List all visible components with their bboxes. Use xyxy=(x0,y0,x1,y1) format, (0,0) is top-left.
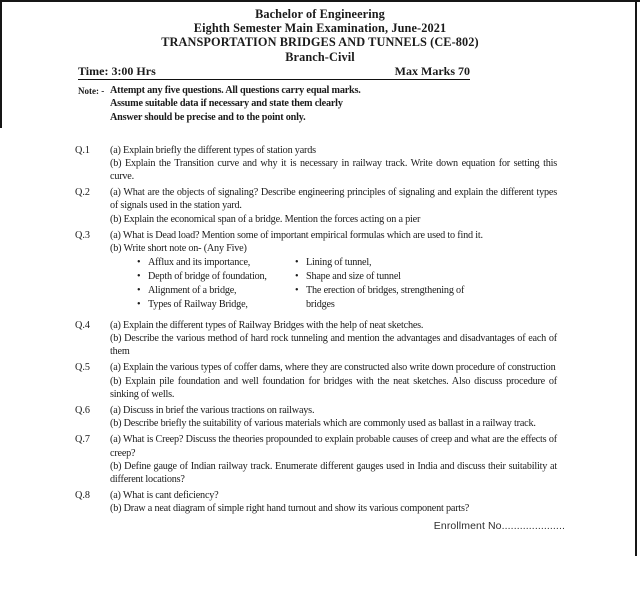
subject-title: TRANSPORTATION BRIDGES AND TUNNELS (CE-802) xyxy=(161,35,479,50)
bullet-icon: • xyxy=(137,298,141,310)
question-part: (b) Describe the various method of hard rock tunneling and mention the advantages and disadvantages of each of them xyxy=(110,333,557,358)
question-q4 xyxy=(75,319,557,359)
note-section xyxy=(78,84,640,125)
list-item xyxy=(295,284,473,312)
question-part: (a) Explain the various types of coffer dams, where they are constructed also write down procedure of construction xyxy=(110,362,556,374)
note-line: Assume suitable data if necessary and state them clearly xyxy=(110,98,343,110)
question-number: Q.5 xyxy=(75,362,90,374)
question-number: Q.2 xyxy=(75,187,90,199)
question-part: (a) What is Creep? Discuss the theories propounded to explain probable causes of creep and what are the effects of creep? xyxy=(110,434,557,459)
time-marks-row xyxy=(78,65,470,80)
exam-session-title: Eighth Semester Main Examination, June-2021 xyxy=(193,21,447,36)
list-item xyxy=(295,270,473,284)
question-body xyxy=(110,229,557,312)
topic-label: Afflux and its importance, xyxy=(148,257,251,269)
note-lines xyxy=(110,84,361,125)
question-body xyxy=(110,144,557,184)
max-marks-label: Max Marks 70 xyxy=(394,63,470,78)
bullet-icon: • xyxy=(137,271,141,283)
question-part: (b) Explain the Transition curve and why it is necessary in railway track. Write down equation for setting this curve. xyxy=(110,157,557,182)
question-body xyxy=(110,361,557,401)
bullet-icon: • xyxy=(137,257,141,269)
question-part: (a) What is cant deficiency? xyxy=(110,490,219,502)
branch-title: Branch-Civil xyxy=(285,49,355,64)
list-item xyxy=(137,270,295,284)
scan-border-left xyxy=(0,0,2,128)
topic-label: Shape and size of tunnel xyxy=(306,271,401,283)
topic-label: The erection of bridges, strengthening of bridges xyxy=(306,285,465,310)
question-q8 xyxy=(75,489,557,515)
question-number: Q.1 xyxy=(75,144,90,156)
note-line: Answer should be precise and to the point only. xyxy=(110,112,306,123)
scan-border-right xyxy=(635,0,637,556)
time-label: Time: 3:00 Hrs xyxy=(78,63,156,78)
question-body xyxy=(110,319,557,359)
question-body xyxy=(110,433,557,486)
scan-border-top xyxy=(0,0,640,2)
topic-label: Lining of tunnel, xyxy=(306,257,372,269)
question-q7 xyxy=(75,433,557,486)
question-part: (a) What are the objects of signaling? Describe engineering principles of signaling and explain the different types of signals used in the station yard. xyxy=(110,187,557,212)
question-q2 xyxy=(75,186,557,226)
question-q5 xyxy=(75,361,557,401)
question-q3 xyxy=(75,229,557,312)
question-number: Q.6 xyxy=(75,405,90,417)
question-part: (a) Discuss in brief the various tractions on railways. xyxy=(110,405,315,417)
question-body xyxy=(110,404,557,430)
question-number: Q.4 xyxy=(75,319,90,331)
list-item xyxy=(295,256,473,270)
question-part: (b) Describe briefly the suitability of various materials which are commonly used as ballast in a railway track. xyxy=(110,418,536,430)
degree-title: Bachelor of Engineering xyxy=(255,7,385,21)
topic-label: Alignment of a bridge, xyxy=(148,285,237,297)
topic-label: Types of Railway Bridge, xyxy=(148,298,248,310)
question-body xyxy=(110,489,557,515)
note-label: Note: - xyxy=(78,85,105,96)
question-part: (b) Draw a neat diagram of simple right hand turnout and show its various component parts? xyxy=(110,503,470,515)
note-line: Attempt any five questions. All questions carry equal marks. xyxy=(110,84,361,96)
question-number: Q.7 xyxy=(75,434,90,446)
question-part: (a) Explain the different types of Railway Bridges with the help of neat sketches. xyxy=(110,319,424,331)
question-body xyxy=(110,186,557,226)
bullet-icon: • xyxy=(295,285,299,297)
short-note-topics xyxy=(137,256,557,312)
question-part: (a) Explain briefly the different types of station yards xyxy=(110,144,316,156)
short-note-topics-left xyxy=(137,256,295,312)
exam-header xyxy=(0,0,640,64)
bullet-icon: • xyxy=(295,271,299,283)
question-number: Q.3 xyxy=(75,229,90,241)
bullet-icon: • xyxy=(137,285,141,297)
question-part: (b) Explain the economical span of a bridge. Mention the forces acting on a pier xyxy=(110,213,421,225)
question-part: (b) Explain pile foundation and well foundation for bridges with the neat sketches. Also discuss procedure of sinking of wells. xyxy=(110,375,557,400)
question-number: Q.8 xyxy=(75,490,90,502)
topic-label: Depth of bridge of foundation, xyxy=(148,271,267,283)
short-note-topics-right xyxy=(295,256,473,312)
question-q6 xyxy=(75,404,557,430)
enrollment-no: Enrollment No..................... xyxy=(433,519,565,532)
list-item xyxy=(137,284,295,298)
question-part: (b) Define gauge of Indian railway track. Enumerate different gauges used in India and discuss their suitability at different locations? xyxy=(110,460,557,486)
bullet-icon: • xyxy=(295,257,299,269)
question-part: (a) What is Dead load? Mention some of important empirical formulas which are used to find it. xyxy=(110,229,483,241)
question-part: (b) Write short note on- (Any Five) xyxy=(110,243,247,255)
list-item xyxy=(137,256,295,270)
questions-list xyxy=(75,144,557,516)
list-item xyxy=(137,298,295,312)
question-q1 xyxy=(75,144,557,184)
